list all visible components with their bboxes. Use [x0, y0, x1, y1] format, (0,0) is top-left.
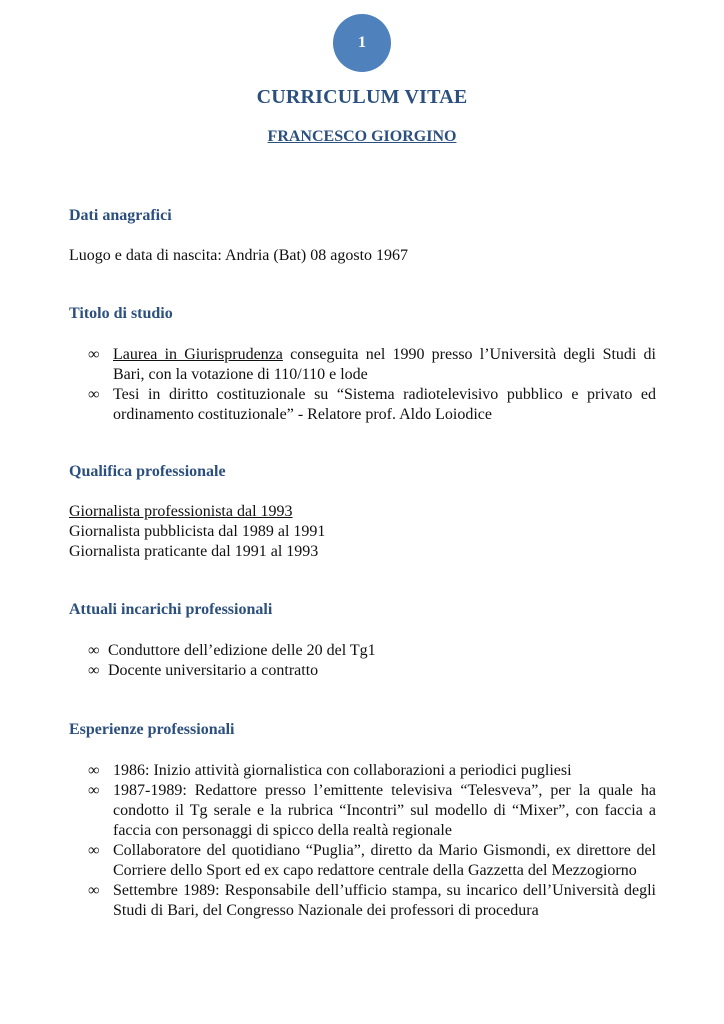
section-heading-titolo-di-studio: Titolo di studio: [69, 305, 173, 322]
list-item: [88, 761, 656, 781]
infinity-bullet-icon: ∞: [88, 842, 100, 859]
infinity-bullet-icon: ∞: [88, 386, 100, 403]
incarichi-list: [88, 641, 656, 681]
esperienza-text: Settembre 1989: Responsabile dell’ufficio stampa, su incarico dell’Università degli Studi di Bari, del Congresso Nazionale dei professori di procedura: [113, 882, 656, 919]
birth-info: Luogo e data di nascita: Andria (Bat) 08 agosto 1967: [69, 247, 409, 264]
thesis-details: Tesi in diritto costituzionale su “Sistema radiotelevisivo pubblico e privato ed ordinamento costituzionale” - Relatore prof. Aldo Loiodice: [113, 386, 656, 423]
qualifica-line: Giornalista praticante dal 1991 al 1993: [69, 543, 319, 560]
studio-list: [88, 345, 656, 425]
qualifica-line: Giornalista professionista dal 1993: [69, 503, 293, 520]
list-item: [88, 385, 656, 425]
list-item: [88, 881, 656, 921]
infinity-bullet-icon: ∞: [88, 642, 100, 659]
person-name: FRANCESCO GIORGINO: [267, 128, 457, 145]
list-item: [88, 641, 656, 661]
document-title: CURRICULUM VITAE: [256, 86, 468, 108]
esperienza-text: 1986: Inizio attività giornalistica con collaborazioni a periodici pugliesi: [113, 762, 572, 779]
esperienza-text: Collaboratore del quotidiano “Puglia”, diretto da Mario Gismondi, ex direttore del Corriere dello Sport ed ex capo redattore centrale della Gazzetta del Mezzogiorno: [113, 842, 656, 879]
infinity-bullet-icon: ∞: [88, 346, 100, 363]
section-heading-esperienze: Esperienze professionali: [69, 721, 235, 738]
infinity-bullet-icon: ∞: [88, 882, 100, 899]
list-item: [88, 781, 656, 841]
list-item: [88, 345, 656, 385]
esperienze-list: [88, 761, 656, 921]
list-item: [88, 841, 656, 881]
degree-title: Laurea in Giurisprudenza: [113, 346, 283, 363]
qualifica-lines: [69, 502, 325, 562]
section-heading-qualifica: Qualifica professionale: [69, 463, 226, 480]
esperienza-text: 1987-1989: Redattore presso l’emittente televisiva “Telesveva”, per la quale ha condotto il Tg serale e la rubrica “Incontri” sul modello di “Mixer”, con faccia a faccia con personaggi di spicco della realtà regionale: [113, 782, 656, 839]
infinity-bullet-icon: ∞: [88, 762, 100, 779]
infinity-bullet-icon: ∞: [88, 782, 100, 799]
degree-details: conseguita nel 1990 presso l’Università degli Studi di Bari, con la votazione di 110/110 e lode: [113, 346, 657, 383]
list-item: [88, 661, 656, 681]
infinity-bullet-icon: ∞: [88, 662, 100, 679]
qualifica-line: Giornalista pubblicista dal 1989 al 1991: [69, 523, 326, 540]
section-heading-incarichi: Attuali incarichi professionali: [69, 601, 273, 618]
incarico-text: Docente universitario a contratto: [108, 662, 319, 679]
page-number-badge: 1: [333, 14, 391, 72]
incarico-text: Conduttore dell’edizione delle 20 del Tg1: [108, 642, 376, 659]
section-heading-dati-anagrafici: Dati anagrafici: [69, 207, 172, 224]
